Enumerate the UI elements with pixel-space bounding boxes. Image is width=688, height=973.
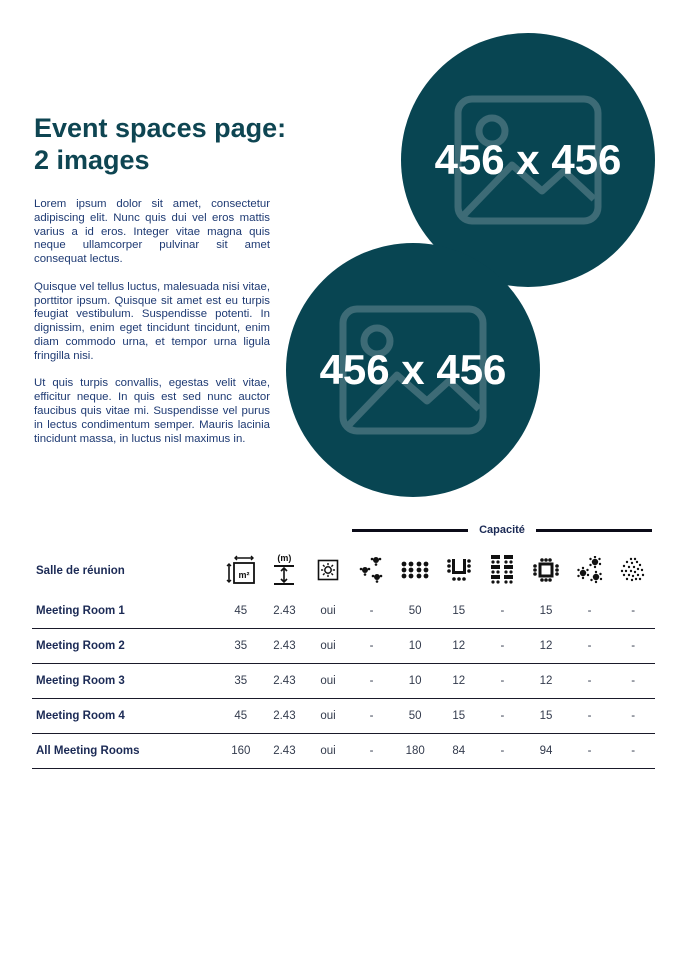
boardroom-cell: 12 bbox=[524, 664, 568, 699]
u-shape-cell: 12 bbox=[437, 664, 481, 699]
area-header bbox=[219, 545, 263, 594]
boardroom-cell: 12 bbox=[524, 629, 568, 664]
paragraph: Ut quis turpis convallis, egestas velit vitae, efficitur neque. In quis est sed nunc auctor faucibus quis vitae mi. Suspendisse vel purus in lectus condimentum semper. Mauris lacinia tincidunt massa, in luctus nisl maximus in. bbox=[34, 377, 270, 445]
capacity-header bbox=[352, 521, 652, 539]
theatre-cell: 180 bbox=[393, 734, 437, 769]
theatre-cell: 50 bbox=[393, 699, 437, 734]
daylight-cell: oui bbox=[306, 699, 350, 734]
height-cell: 2.43 bbox=[263, 734, 307, 769]
cocktail-cell: - bbox=[350, 664, 394, 699]
theatre-cell: 50 bbox=[393, 594, 437, 629]
image-placeholder-2 bbox=[286, 243, 540, 497]
room-name: Meeting Room 4 bbox=[32, 699, 219, 734]
daylight-header bbox=[306, 545, 350, 594]
reception-header bbox=[611, 545, 655, 594]
height-header bbox=[263, 545, 307, 594]
reception-cell: - bbox=[611, 594, 655, 629]
classroom-header bbox=[481, 545, 525, 594]
capacity-rule-right bbox=[536, 529, 652, 532]
banquet-cell: - bbox=[568, 734, 612, 769]
theatre-header bbox=[393, 545, 437, 594]
height-cell: 2.43 bbox=[263, 699, 307, 734]
height-unit-label: (m) bbox=[277, 552, 292, 563]
banquet-cell: - bbox=[568, 629, 612, 664]
room-name: Meeting Room 1 bbox=[32, 594, 219, 629]
table-row bbox=[32, 629, 655, 664]
table-row bbox=[32, 594, 655, 629]
room-name-header: Salle de réunion bbox=[36, 564, 125, 577]
daylight-cell: oui bbox=[306, 664, 350, 699]
boardroom-icon bbox=[533, 558, 559, 582]
boardroom-cell: 15 bbox=[524, 594, 568, 629]
area-cell: 160 bbox=[219, 734, 263, 769]
classroom-cell: - bbox=[481, 734, 525, 769]
banquet-cell: - bbox=[568, 664, 612, 699]
reception-cell: - bbox=[611, 699, 655, 734]
u-shape-cell: 15 bbox=[437, 699, 481, 734]
reception-cell: - bbox=[611, 664, 655, 699]
classroom-icon bbox=[490, 555, 514, 585]
table-row bbox=[32, 699, 655, 734]
classroom-cell: - bbox=[481, 629, 525, 664]
cocktail-icon bbox=[359, 556, 385, 584]
body-text bbox=[34, 198, 270, 460]
page-title bbox=[34, 112, 294, 176]
reception-cell: - bbox=[611, 629, 655, 664]
boardroom-header bbox=[524, 545, 568, 594]
banquet-cell: - bbox=[568, 594, 612, 629]
classroom-cell: - bbox=[481, 664, 525, 699]
paragraph: Quisque vel tellus luctus, malesuada nisi vitae, porttitor ipsum. Quisque sit amet est eu turpis feugiat vestibulum. Suspendisse potenti. In dignissim, enim eget tincidunt tincidunt, enim diam commodo urna, et tempor urna ligula fringilla nisi. bbox=[34, 280, 270, 362]
rooms-table bbox=[32, 545, 655, 769]
cocktail-cell: - bbox=[350, 734, 394, 769]
room-name: Meeting Room 3 bbox=[32, 664, 219, 699]
banquet-icon bbox=[576, 556, 604, 584]
height-cell: 2.43 bbox=[263, 594, 307, 629]
area-cell: 35 bbox=[219, 664, 263, 699]
reception-icon bbox=[620, 557, 646, 583]
height-cell: 2.43 bbox=[263, 664, 307, 699]
area-unit-label: m² bbox=[238, 569, 250, 580]
boardroom-cell: 94 bbox=[524, 734, 568, 769]
height-cell: 2.43 bbox=[263, 629, 307, 664]
banquet-cell: - bbox=[568, 699, 612, 734]
u-shape-icon bbox=[447, 557, 471, 583]
table-row bbox=[32, 734, 655, 769]
u-shape-header bbox=[437, 545, 481, 594]
theatre-cell: 10 bbox=[393, 629, 437, 664]
u-shape-cell: 12 bbox=[437, 629, 481, 664]
area-m2-icon bbox=[226, 555, 256, 585]
image-size-label: 456 x 456 bbox=[434, 136, 622, 183]
page-title-line-1: Event spaces page: bbox=[34, 113, 287, 143]
daylight-cell: oui bbox=[306, 629, 350, 664]
ceiling-height-icon bbox=[273, 564, 295, 586]
page-title-line-2: 2 images bbox=[34, 145, 150, 175]
cocktail-cell: - bbox=[350, 594, 394, 629]
capacity-rule-left bbox=[352, 529, 468, 532]
theatre-icon bbox=[401, 561, 429, 579]
room-name: Meeting Room 2 bbox=[32, 629, 219, 664]
area-cell: 35 bbox=[219, 629, 263, 664]
u-shape-cell: 15 bbox=[437, 594, 481, 629]
cocktail-header bbox=[350, 545, 394, 594]
theatre-cell: 10 bbox=[393, 664, 437, 699]
classroom-cell: - bbox=[481, 594, 525, 629]
cocktail-cell: - bbox=[350, 629, 394, 664]
u-shape-cell: 84 bbox=[437, 734, 481, 769]
area-cell: 45 bbox=[219, 594, 263, 629]
cocktail-cell: - bbox=[350, 699, 394, 734]
image-size-label: 456 x 456 bbox=[319, 346, 507, 393]
room-name: All Meeting Rooms bbox=[32, 734, 219, 769]
capacity-label: Capacité bbox=[479, 524, 525, 536]
reception-cell: - bbox=[611, 734, 655, 769]
daylight-icon bbox=[317, 559, 339, 581]
daylight-cell: oui bbox=[306, 594, 350, 629]
paragraph: Lorem ipsum dolor sit amet, consectetur adipiscing elit. Nunc quis dui vel eros mattis varius a id eros. Integer vitae magna quis neque ullamcorper pulvinar sit amet consequat lectus. bbox=[34, 198, 270, 266]
classroom-cell: - bbox=[481, 699, 525, 734]
banquet-header bbox=[568, 545, 612, 594]
boardroom-cell: 15 bbox=[524, 699, 568, 734]
area-cell: 45 bbox=[219, 699, 263, 734]
daylight-cell: oui bbox=[306, 734, 350, 769]
table-row bbox=[32, 664, 655, 699]
table-header-row bbox=[32, 545, 655, 594]
